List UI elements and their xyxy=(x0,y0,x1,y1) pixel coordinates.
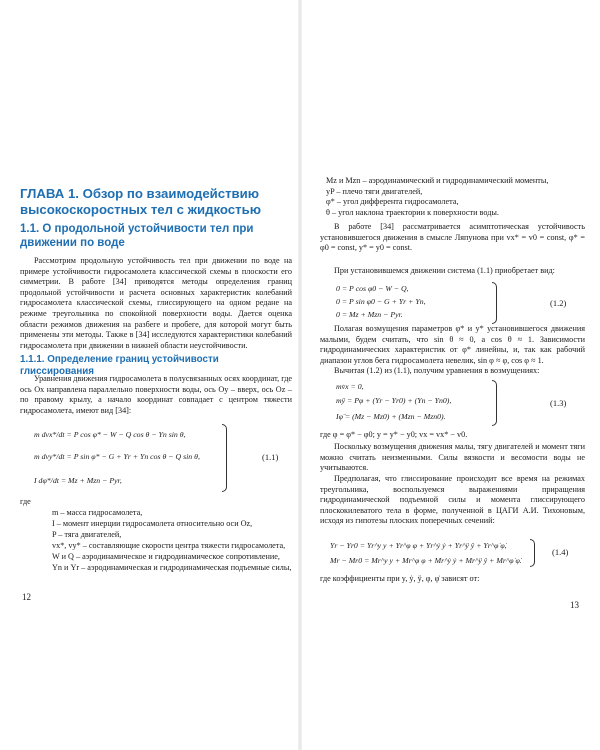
eq3-label: (1.3) xyxy=(550,398,567,408)
right-symbol-list xyxy=(320,176,585,218)
left-paragraph-2: Уравнения движения гидросамолета в полусвязанных осях координат, где ось Ox направлена параллельно поверхности воды, ось Oy – вверх, ось Oz – по правому крылу, а начало координат совпадает с центром тяжести гидросамолета, имеют вид [34]: xyxy=(20,374,292,415)
eq2-line-2: 0 = P sin φ0 − G + Yr + Yn, xyxy=(336,297,426,306)
where-intro: где xyxy=(20,497,31,506)
right-paragraph-7: Предполагая, что глиссирование происходит все время на режимах треугольника, воспользуемся выражениями приращения гидродинамической подъемной силы и момента глиссирующего плоскокилеватого тела в форме, полученной в ЦАГИ А.И. Тихоновым, исходя из гипотезы плоских поперечных сечений: xyxy=(320,474,585,526)
eq3-brace xyxy=(492,380,497,426)
subsection-title: 1.1.1. Определение границ устойчивости глиссирования xyxy=(20,354,219,377)
section-title: 1.1. О продольной устойчивости тел при движении по воде xyxy=(20,223,254,249)
eq4-line-1: Yr − Yr0 = Yr^y y + Yr^φ φ + Yr^ẏ ẏ + Yr^ÿ ÿ + Yr^φ̇ φ̇, xyxy=(330,541,507,550)
eq3-line-2: mÿ = Pφ + (Yr − Yr0) + (Yn − Yn0), xyxy=(336,396,452,405)
eq4-line-2: Mr − Mr0 = Mr^y y + Mr^φ φ + Mr^ẏ ẏ + Mr^ÿ ÿ + Mr^φ̇ φ̇. xyxy=(330,556,522,565)
where-list xyxy=(20,496,292,573)
eq4-label: (1.4) xyxy=(552,547,569,557)
eq2-label: (1.2) xyxy=(550,298,567,308)
where-item: vx*, vy* – составляющие скорости центра тяжести гидросамолета, xyxy=(52,541,286,550)
page-number-left: 12 xyxy=(22,592,31,602)
eq4-brace xyxy=(530,539,535,567)
eq1-line-1: m dvx*/dt = P cos φ* − W − Q cos θ − Yn sin θ, xyxy=(34,430,186,439)
eq1-label: (1.1) xyxy=(262,452,279,462)
right-paragraph-8: где коэффициенты при y, ẏ, ÿ, φ, φ̇ зависят от: xyxy=(320,574,480,583)
eq1-line-3: I dφ*/dt = Mz + Mzn − Pyr, xyxy=(34,476,122,485)
eq1-line-2: m dvy*/dt = P sin φ* − G + Yr + Yn cos θ − Q sin θ, xyxy=(34,452,200,461)
where-item: m – масса гидросамолета, xyxy=(52,508,143,517)
right-paragraph-5: где φ = φ* − φ0; y = y* − y0; vx = vx* − v0. xyxy=(320,430,468,439)
right-paragraph-1: В работе [34] рассматривается асимптотическая устойчивость установившегося движения в смысле Ляпунова при vx* = v0 = const, φ* = φ0 = const, y* = y0 = const. xyxy=(320,222,585,253)
where-item: W и Q – аэродинамическое и гидродинамическое сопротивление, xyxy=(52,552,280,561)
right-paragraph-2: При установившемся движении система (1.1) приобретает вид: xyxy=(334,266,555,275)
right-list-item: yP – плечо тяги двигателей, xyxy=(326,186,423,196)
eq1-brace xyxy=(222,424,227,492)
left-paragraph-1: Рассмотрим продольную устойчивость тел при движении по воде на примере устойчивости гидросамолета классической схемы в плоскости его симметрии. В работе [34] приводятся методы определения границ продольной устойчивости и расчета основных характеристик колебаний гидросамолета классической схемы, глиссирующего на одном редане на режиме треугольника по спокойной поверхности воды. Дается оценка области режимов движения на разбеге и пробеге, для которой могут быть применены эти методы. Также в [34] исследуются характеристики колебаний гидросамолета при движении в нижней области неустойчивости. xyxy=(20,256,292,350)
page-number-right: 13 xyxy=(570,600,579,610)
right-list-item: Mz и Mzn – аэродинамический и гидродинамический моменты, xyxy=(326,176,549,185)
eq2-brace xyxy=(492,282,497,324)
right-list-item: φ* – угол дифферента гидросамолета, xyxy=(326,197,459,207)
right-paragraph-4: Вычитая (1.2) из (1.1), получим уравнения в возмущениях: xyxy=(334,366,540,375)
where-item: Yn и Yr – аэродинамическая и гидродинамическая подъемные силы, xyxy=(52,563,292,572)
right-paragraph-3: Полагая возмущения параметров φ* и y* установившегося движения малыми, будем считать, что sin θ ≈ 0, а cos θ ≈ 1. Зависимости гидродинамических характеристик от φ* линейны, и, так как рабочий диапазон углов бега гидросамолета невелик, sin φ ≈ φ, cos φ ≈ 1. xyxy=(320,324,585,365)
chapter-title: ГЛАВА 1. Обзор по взаимодействию высокоскоростных тел с жидкостью xyxy=(20,186,261,217)
eq3-line-3: Iφ̈ = (Mz − Mz0) + (Mzn − Mzn0). xyxy=(336,412,446,421)
eq3-line-1: mv̇x = 0, xyxy=(336,382,364,391)
eq2-line-1: 0 = P cos φ0 − W − Q, xyxy=(336,284,409,293)
right-list-item: θ – угол наклона траектории к поверхности воды. xyxy=(326,207,499,217)
eq2-line-3: 0 = Mz + Mzn − Pyr. xyxy=(336,310,403,319)
right-paragraph-6: Поскольку возмущения движения малы, тягу двигателей и момент тяги можно считать неизменными. Силы вязкости и весомости воды не учитываются. xyxy=(320,442,585,473)
where-item: P – тяга двигателей, xyxy=(52,530,122,539)
where-item: I – момент инерции гидросамолета относительно оси Oz, xyxy=(52,519,253,528)
